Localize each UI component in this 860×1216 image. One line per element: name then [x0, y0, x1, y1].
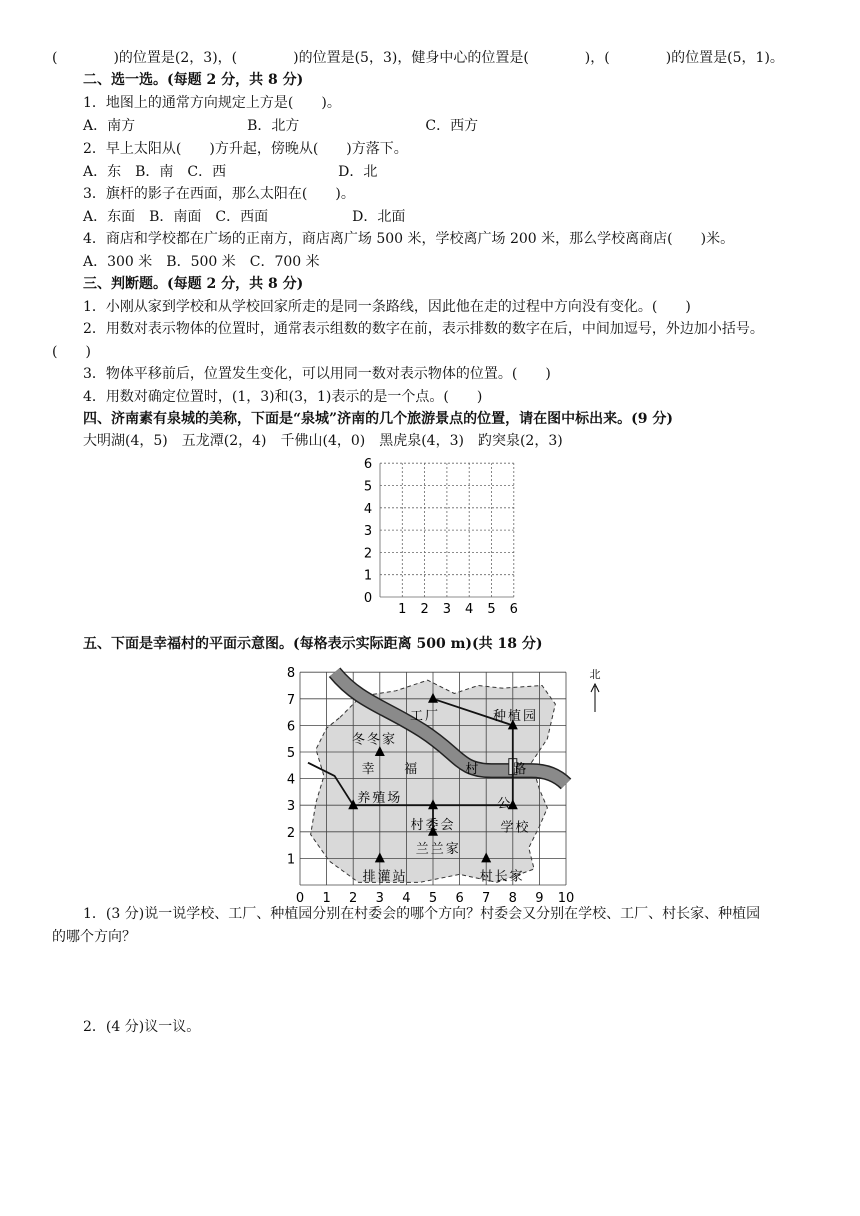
y-tick-label: 3: [286, 799, 296, 815]
x-tick-label: 4: [402, 891, 411, 906]
place-label: 兰兰家: [415, 841, 461, 857]
x-tick-label: 4: [465, 602, 474, 617]
text-line: A．300 米 B．500 米 C．700 米: [83, 254, 320, 270]
y-tick-label: 6: [363, 457, 373, 473]
text-line: 1．小刚从家到学校和从学校回家所走的是同一条路线，因此他在走的过程中方向没有变化。( ): [83, 299, 691, 315]
text-line: 3．旗杆的影子在西面，那么太阳在( )。: [83, 186, 355, 202]
y-tick-label: 4: [286, 772, 296, 788]
text-line: 1．地图上的通常方向规定上方是( )。: [83, 95, 341, 111]
x-tick-label: 6: [509, 602, 518, 617]
y-tick-label: 4: [363, 501, 373, 517]
place-label: 村: [465, 761, 481, 777]
x-tick-label: 1: [398, 602, 407, 617]
place-label: 村委会: [410, 817, 456, 833]
text-line: ( ): [52, 344, 91, 360]
place-label: 养殖场: [357, 791, 403, 807]
place-label: 排灌站: [362, 869, 408, 885]
text-line: 四、济南素有泉城的美称，下面是“泉城”济南的几个旅游景点的位置，请在图中标出来。(9 分): [83, 411, 673, 427]
place-label: 种植园: [492, 708, 538, 724]
text-line: 2．(4 分)议一议。: [83, 1019, 201, 1035]
x-tick-label: 2: [349, 891, 358, 906]
x-tick-label: 2: [420, 602, 429, 617]
x-tick-label: 3: [442, 602, 452, 617]
y-tick-label: 1: [286, 852, 296, 868]
x-tick-label: 1: [322, 891, 331, 906]
text-line: A．南方 B．北方 C．西方: [83, 118, 479, 134]
text-line: 三、判断题。(每题 2 分，共 8 分): [83, 276, 304, 292]
y-tick-label: 1: [363, 568, 373, 584]
text-line: A．东面 B．南面 C．西面 D．北面: [83, 209, 406, 225]
x-tick-label: 9: [535, 891, 544, 906]
text-line: 五、下面是幸福村的平面示意图。(每格表示实际距离 500 m)(共 18 分): [83, 636, 543, 652]
place-label: 路: [513, 761, 529, 777]
place-label: 幸: [361, 761, 377, 777]
x-tick-label: 0: [295, 891, 305, 906]
y-tick-label: 2: [286, 825, 296, 841]
text-line: 大明湖(4，5) 五龙潭(2，4) 千佛山(4，0) 黑虎泉(4，3) 趵突泉(2，3): [83, 433, 563, 449]
text-line: 3．物体平移前后，位置发生变化，可以用同一数对表示物体的位置。( ): [83, 366, 551, 382]
text-line: 的哪个方向？: [52, 929, 136, 945]
y-tick-label: 7: [286, 692, 296, 708]
text-line: A．东 B．南 C．西 D．北: [83, 164, 378, 180]
y-tick-label: 3: [363, 524, 373, 540]
text-line: 1．(3 分)说一说学校、工厂、种植园分别在村委会的哪个方向？村委会又分别在学校、工厂、村长家、种植园: [83, 906, 761, 922]
place-label: 学校: [500, 820, 531, 836]
place-label: 村长家: [479, 869, 525, 885]
y-tick-label: 2: [363, 546, 373, 562]
x-tick-label: 3: [375, 891, 384, 906]
x-tick-label: 5: [487, 602, 496, 617]
text-line: 2．用数对表示物体的位置时，通常表示组数的数字在前，表示排数的数字在后，中间加逗号，外边加小括号。: [83, 321, 764, 337]
text-line: 2．早上太阳从( )方升起，傍晚从( )方落下。: [83, 141, 408, 157]
x-tick-label: 10: [557, 891, 575, 906]
text-line: 4．商店和学校都在广场的正南方，商店离广场 500 米，学校离广场 200 米，那么学校离商店( )米。: [83, 231, 735, 247]
y-tick-label: 6: [286, 719, 296, 735]
text-line: 4．用数对确定位置时，(1，3)和(3，1)表示的是一个点。( ): [83, 389, 483, 405]
text-line: 二、选一选。(每题 2 分，共 8 分): [83, 72, 304, 88]
x-tick-label: 6: [455, 891, 464, 906]
y-tick-label: 8: [286, 666, 296, 682]
y-tick-label: 5: [286, 746, 296, 761]
place-label: 工厂: [410, 708, 441, 724]
x-tick-label: 8: [508, 891, 517, 906]
place-label: 公: [497, 796, 513, 812]
north-label: 北: [589, 668, 601, 681]
x-tick-label: 5: [428, 891, 438, 906]
text-line: ( )的位置是(2，3)，( )的位置是(5，3)，健身中心的位置是( )，( )的位置是(5，1)。: [52, 50, 784, 66]
y-tick-label: 0: [363, 591, 373, 606]
x-tick-label: 7: [482, 891, 491, 906]
y-tick-label: 5: [363, 479, 373, 495]
place-label: 冬冬家: [351, 732, 397, 748]
place-label: 福: [404, 761, 420, 777]
